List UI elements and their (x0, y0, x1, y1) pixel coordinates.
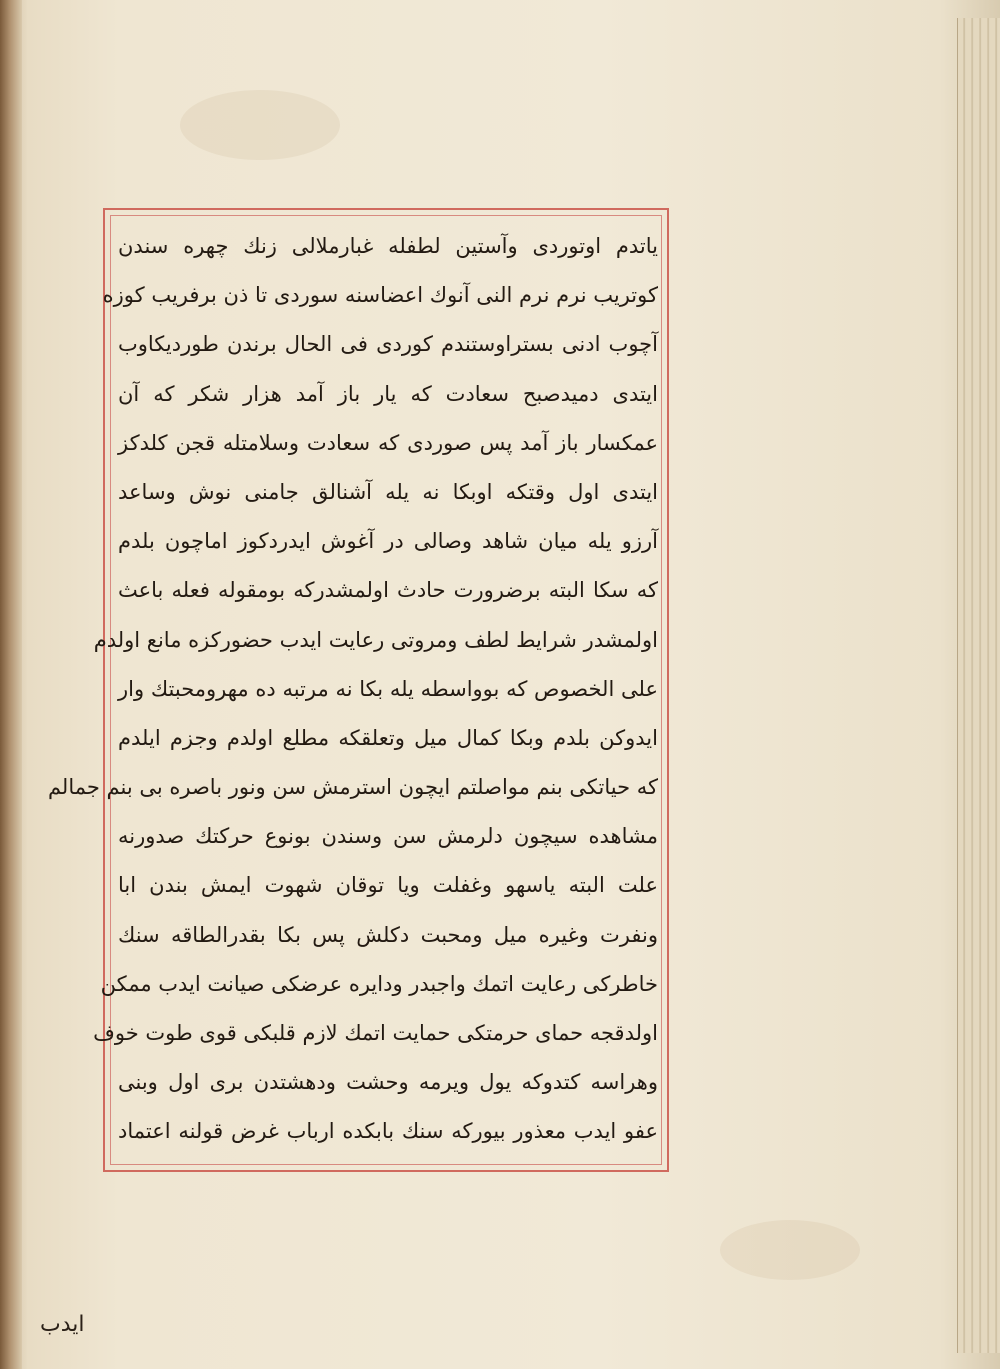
text-line: آچوب ادنی بستراوستندم کوردی فی الحال برندن طوردیکاوب (118, 332, 658, 357)
text-line: آرزو یله میان شاهد وصالی در آغوش ایدردکوز اماچون بلدم (118, 529, 658, 554)
text-line: ایدوکن بلدم وبکا کمال میل وتعلقکه مطلع اولدم وجزم ایلدم (118, 725, 658, 750)
paper-stain (720, 1220, 860, 1280)
text-line: علی الخصوص که بوواسطه یله بکا نه مرتبه ده مهرومحبتك وار (118, 676, 658, 701)
text-line: یاتدم اوتوردی وآستین لطفله غبارملالی زنك چهره سندن (118, 234, 658, 258)
text-line: ونفرت وغیره میل ومحبت دکلش پس بکا بقدرالطاقه سنك (118, 922, 658, 947)
text-line: اولمشدر شرایط لطف ومروتی رعایت ایدب حضورکزه مانع اولدم (93, 627, 658, 652)
text-line: که حیاتکی بنم مواصلتم ایچون استرمش سن ونور باصره بی بنم جمالم (47, 775, 658, 800)
text-line: وهراسه کتدوکه یول ویرمه وحشت ودهشتدن بری اول وبنی (118, 1070, 658, 1095)
text-line: عفو ایدب معذور بیورکه سنك بابکده ارباب غرض قولنه اعتماد (118, 1119, 658, 1144)
text-line: که سکا البته برضرورت حادث اولمشدرکه بومقوله فعله باعث (118, 578, 658, 603)
text-line: کوتریب نرم نرم النی آنوك اعضاسنه سوردی تا ذن برفریب کوزه (102, 283, 658, 308)
catchword: ایدب (40, 1312, 85, 1337)
text-line: علت البته یاسهو وغفلت ویا توقان شهوت ایمش بندن ابا (118, 873, 658, 898)
manuscript-text-block (47, 222, 658, 1162)
page-edges (957, 18, 1000, 1353)
text-line: ایتدی اول وقتکه اوبکا نه یله آشنالق جامنی نوش وساعد (118, 479, 658, 504)
paper-stain (180, 90, 340, 160)
text-line: مشاهده سیچون دلرمش سن وسندن بونوع حرکتك صدورنه (118, 824, 658, 849)
book-binding-gutter (0, 0, 22, 1369)
text-line: خاطرکی رعایت اتمك واجبدر ودایره عرضکی صیانت ایدب ممکن (100, 971, 658, 996)
text-line: عمکسار باز آمد پس صوردی که سعادت وسلامتله قجن کلدکز (118, 430, 658, 455)
text-line: ایتدی دمیدصبح سعادت که یار باز آمد هزار شکر که آن (118, 381, 658, 406)
text-line: اولدقجه حمای حرمتکی حمایت اتمك لازم قلبکی قوی طوت خوف (93, 1021, 658, 1045)
